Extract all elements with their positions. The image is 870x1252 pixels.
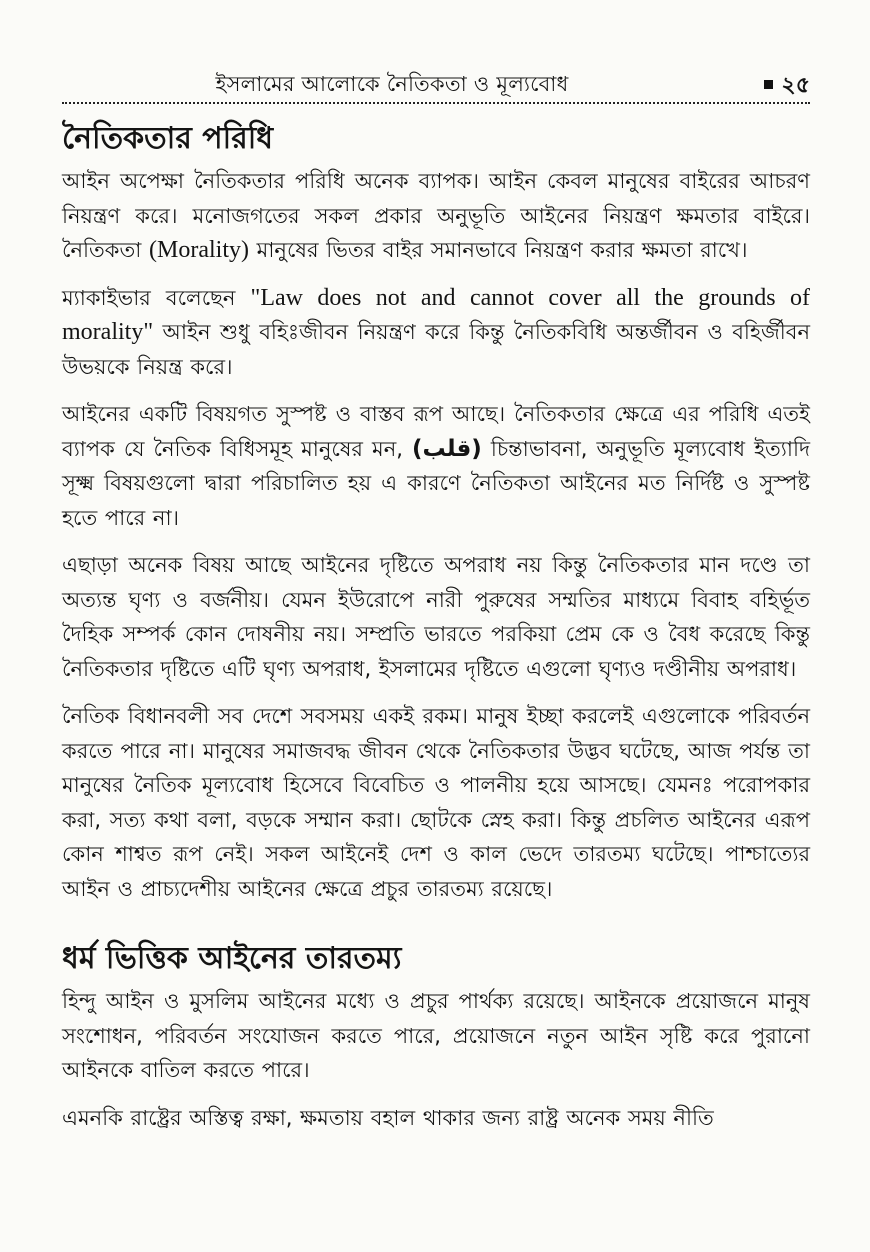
paragraph xyxy=(62,281,810,385)
paragraph-text: আইন অপেক্ষা নৈতিকতার পরিধি অনেক ব্যাপক। আইন কেবল মানুষের বাইরের আচরণ নিয়ন্ত্রণ করে। মনোজগতের সকল প্রকার অনুভূতি আইনের নিয়ন্ত্রণ ক্ষমতার বাইরে। নৈতিকতা xyxy=(62,169,810,262)
paragraph-text: নৈতিক বিধানবলী সব দেশে সবসময় একই রকম। মানুষ ইচ্ছা করলেই এগুলোকে পরিবর্তন করতে পারে না। মানুষের সমাজবদ্ধ জীবন থেকে নৈতিকতার উদ্ভব ঘটেছে, আজ পর্যন্ত তা মানুষের নৈতিক মূল্যবোধ হিসেবে বিবেচিত ও পালনীয় হয়ে আসছে। যেমনঃ পরোপকার করা, সত্য কথা বলা, বড়কে সম্মান করা। ছোটকে স্নেহ করা। কিন্তু প্রচলিত আইনের এরূপ কোন শাশ্বত রূপ নেই। সকল আইনেই দেশ ও কাল ভেদে তারতম্য ঘটেছে। পাশ্চাত্যের আইন ও প্রাচ্যদেশীয় আইনের ক্ষেত্রে প্রচুর তারতম্য রয়েছে। xyxy=(62,704,810,901)
square-bullet-icon xyxy=(764,80,773,89)
paragraph xyxy=(62,397,810,535)
running-title: ইসলামের আলোকে নৈতিকতা ও মূল্যবোধ xyxy=(215,72,569,96)
section-heading: ধর্ম ভিত্তিক আইনের তারতম্য xyxy=(62,941,402,976)
paragraph xyxy=(62,548,810,686)
section-heading: নৈতিকতার পরিধি xyxy=(62,121,274,156)
paragraph-text: আইনের একটি বিষয়গত সুস্পষ্ট ও বাস্তব রূপ আছে। নৈতিকতার ক্ষেত্রে এর পরিধি এতই ব্যাপক যে নৈতিক বিধিসমূহ মানুষের মন, xyxy=(62,402,810,461)
paragraph-text: এমনকি রাষ্ট্রের অস্তিত্ব রক্ষা, ক্ষমতায় বহাল থাকার জন্য রাষ্ট্র অনেক সময় নীতি xyxy=(62,1105,714,1130)
page-number-group xyxy=(764,68,810,105)
paragraph-text: এছাড়া অনেক বিষয় আছে আইনের দৃষ্টিতে অপরাধ নয় কিন্তু নৈতিকতার মান দণ্ডে তা অত্যন্ত ঘৃণ্য ও বর্জনীয়। যেমন ইউরোপে নারী পুরুষের সম্মতির মাধ্যমে বিবাহ বহির্ভূত দৈহিক সম্পর্ক কোন দোষনীয় নয়। সম্প্রতি ভারতে পরকিয়া প্রেম কে ও বৈধ করেছে কিন্তু নৈতিকতার দৃষ্টিতে এটি ঘৃণ্য অপরাধ, ইসলামের দৃষ্টিতে এগুলো ঘৃণ্যও দণ্ডীনীয় অপরাধ। xyxy=(62,553,810,681)
paragraph-text: ম্যাকাইভার বলেছেন xyxy=(62,285,251,310)
paragraph xyxy=(62,164,810,268)
paragraph-text: আইন শুধু বহিঃজীবন নিয়ন্ত্রণ করে কিন্তু নৈতিকবিধি অন্তর্জীবন ও বহির্জীবন উভয়কে নিয়ন্ত্র করে। xyxy=(62,320,810,379)
paragraph xyxy=(62,1101,810,1136)
arabic-term: (قلب) xyxy=(411,435,482,462)
latin-quote: "Law does not and cannot cover all the grounds of morality" xyxy=(62,284,810,345)
paragraph-text: মানুষের ভিতর বাইর সমানভাবে নিয়ন্ত্রণ করার ক্ষমতা রাখে। xyxy=(249,238,748,262)
latin-term: (Morality) xyxy=(149,237,249,263)
paragraph xyxy=(62,984,810,1088)
paragraph xyxy=(62,699,810,906)
paragraph-text: চিন্তাভাবনা, অনুভূতি মূল্যবোধ ইত্যাদি সূক্ষ্ম বিষয়গুলো দ্বারা পরিচালিত হয় এ কারণে নৈতিকতা আইনের মত নির্দিষ্ট ও সুস্পষ্ট হতে পারে না। xyxy=(62,436,811,530)
running-header xyxy=(62,66,810,104)
page-number: ২৫ xyxy=(781,73,810,98)
paragraph-text: হিন্দু আইন ও মুসলিম আইনের মধ্যে ও প্রচুর পার্থক্য রয়েছে। আইনকে প্রয়োজনে মানুষ সংশোধন, পরিবর্তন সংযোজন করতে পারে, প্রয়োজনে নতুন আইন সৃষ্টি করে পুরানো আইনকে বাতিল করতে পারে। xyxy=(62,989,810,1082)
page-content xyxy=(62,114,810,1135)
